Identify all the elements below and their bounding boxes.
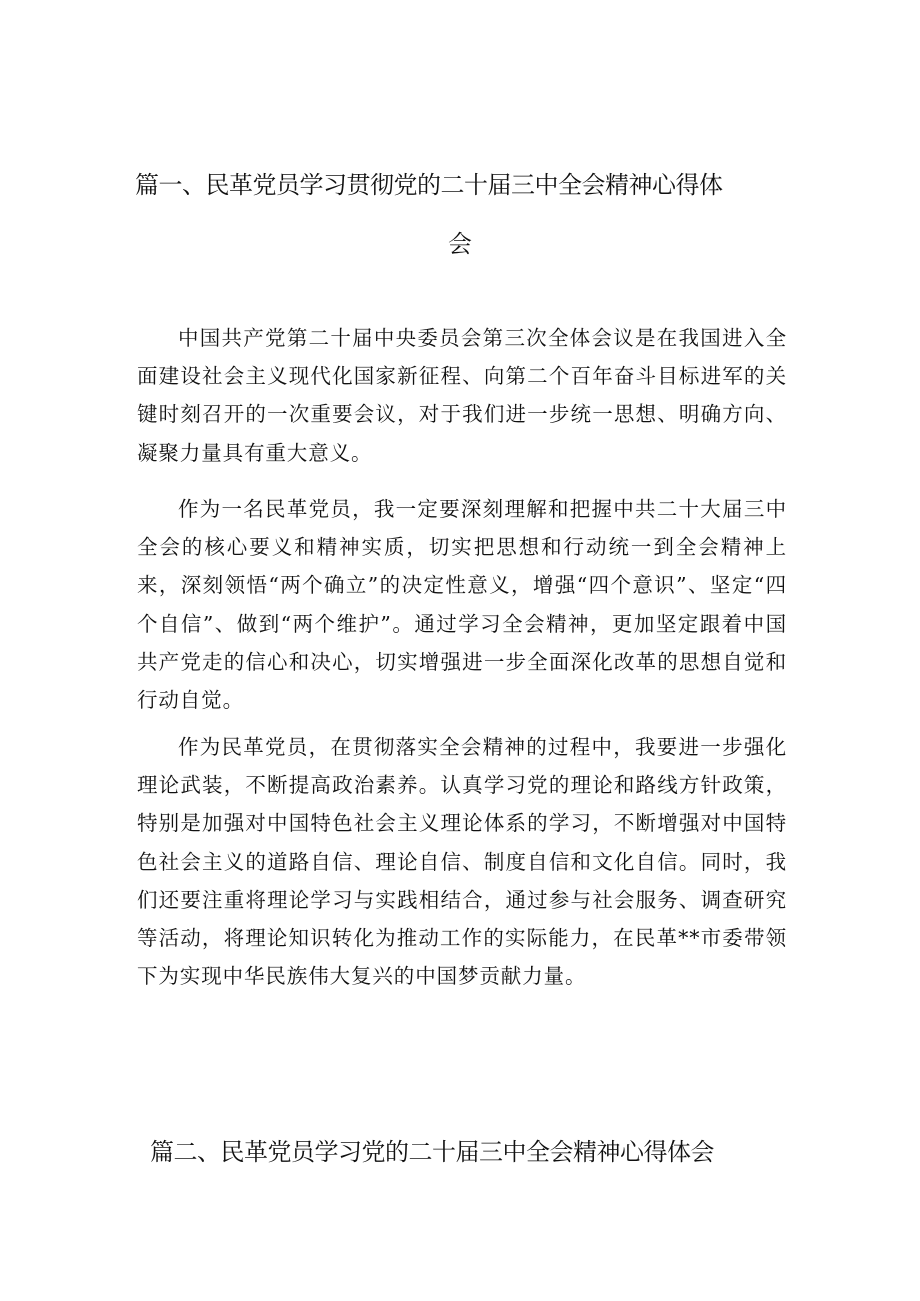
- section-one-paragraph-1: 中国共产党第二十届中央委员会第三次全体会议是在我国进入全面建设社会主义现代化国家新征程、向第二个百年奋斗目标进军的关键时刻召开的一次重要会议，对于我们进一步统一思想、明确方向、凝聚力量具有重大意义。: [137, 326, 787, 465]
- section-one-title-line1: 篇一、民革党员学习贯彻党的二十届三中全会精神心得体: [135, 171, 723, 199]
- section-one-paragraph-2: 作为一名民革党员，我一定要深刻理解和把握中共二十大届三中全会的核心要义和精神实质，切实把思想和行动统一到全会精神上来，深刻领悟“两个确立”的决定性意义，增强“四个意识”、坚定“四个自信”、做到“两个维护”。通过学习全会精神，更加坚定跟着中国共产党走的信心和决心，切实增强进一步全面深化改革的思想自觉和行动自觉。: [137, 497, 787, 713]
- section-one-paragraph-3: 作为民革党员，在贯彻落实全会精神的过程中，我要进一步强化理论武装，不断提高政治素养。认真学习党的理论和路线方针政策，特别是加强对中国特色社会主义理论体系的学习，不断增强对中国特色社会主义的道路自信、理论自信、制度自信和文化自信。同时，我们还要注重将理论学习与实践相结合，通过参与社会服务、调查研究等活动，将理论知识转化为推动工作的实际能力，在民革**市委带领下为实现中华民族伟大复兴的中国梦贡献力量。: [137, 735, 787, 989]
- section-one-title-line2: 会: [448, 230, 472, 258]
- section-two-title: 篇二、民革党员学习党的二十届三中全会精神心得体会: [150, 1138, 714, 1166]
